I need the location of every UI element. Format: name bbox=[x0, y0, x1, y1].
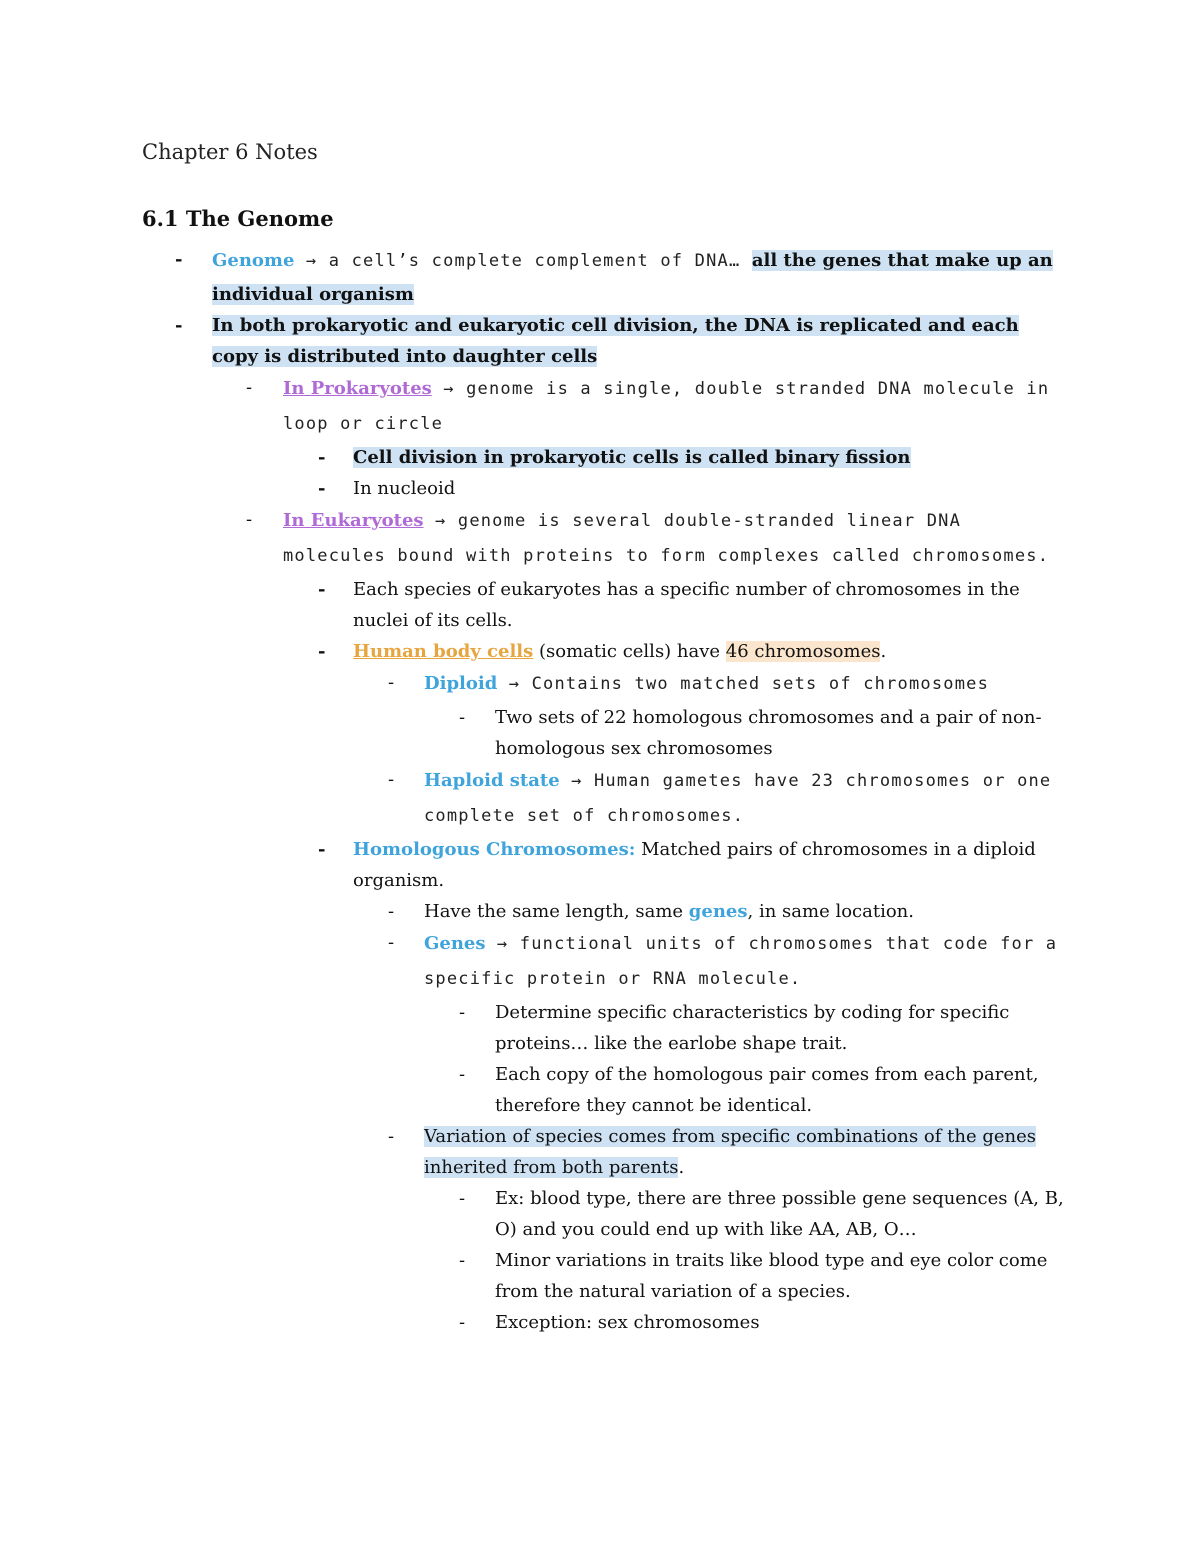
list-item-species-number bbox=[0, 574, 1200, 636]
term-genes: Genes bbox=[424, 933, 486, 954]
highlight-46-chromosomes: 46 chromosomes bbox=[725, 641, 881, 662]
bullet-marker: - bbox=[318, 579, 326, 600]
list-item-diploid bbox=[0, 667, 1200, 702]
list-item-homologous bbox=[0, 834, 1200, 896]
notes-list bbox=[0, 244, 1200, 1338]
bullet-marker: - bbox=[459, 1312, 466, 1333]
term-diploid: Diploid bbox=[424, 673, 498, 694]
list-item-exception bbox=[0, 1307, 1200, 1338]
bullet-marker: - bbox=[459, 1250, 466, 1271]
list-item-cell-division bbox=[0, 310, 1200, 372]
list-item-human-body-cells bbox=[0, 636, 1200, 667]
list-item-minor-variations bbox=[0, 1245, 1200, 1307]
term-human-body-cells: Human body cells bbox=[353, 641, 534, 662]
highlight-binary-fission: Cell division in prokaryotic cells is called binary fission bbox=[353, 447, 911, 468]
highlight-variation: Variation of species comes from specific combinations of the genes inherited from both parents bbox=[424, 1126, 1036, 1178]
list-item-each-copy bbox=[0, 1059, 1200, 1121]
text-two-sets: Two sets of 22 homologous chromosomes and a pair of non-homologous sex chromosomes bbox=[495, 707, 1042, 759]
text-species-number: Each species of eukaryotes has a specific number of chromosomes in the nuclei of its cells. bbox=[353, 579, 1020, 631]
term-prokaryotes: In Prokaryotes bbox=[283, 378, 432, 399]
bullet-marker: - bbox=[246, 509, 253, 530]
term-haploid: Haploid state bbox=[424, 770, 560, 791]
text-exception: Exception: sex chromosomes bbox=[495, 1312, 760, 1333]
list-item-variation bbox=[0, 1121, 1200, 1183]
definition-prokaryotes: → genome is a single, double stranded DNA molecule in loop or circle bbox=[283, 379, 1050, 434]
text-minor-variations: Minor variations in traits like blood type and eye color come from the natural variation of a species. bbox=[495, 1250, 1048, 1302]
bullet-marker: - bbox=[459, 1188, 466, 1209]
bullet-marker: - bbox=[459, 1002, 466, 1023]
bullet-marker: - bbox=[388, 932, 395, 953]
definition-diploid: → Contains two matched sets of chromosomes bbox=[497, 674, 990, 694]
text-period: . bbox=[678, 1157, 685, 1178]
bullet-marker: - bbox=[246, 377, 253, 398]
list-item-prokaryotes bbox=[0, 372, 1200, 442]
term-homologous: Homologous Chromosomes: bbox=[353, 839, 636, 860]
bullet-marker: - bbox=[388, 769, 395, 790]
text-period: . bbox=[880, 641, 887, 662]
bullet-marker: - bbox=[318, 641, 326, 662]
list-item-determine bbox=[0, 997, 1200, 1059]
text-same-location: , in same location. bbox=[747, 901, 914, 922]
list-item-blood-type bbox=[0, 1183, 1200, 1245]
highlight-genome: all the genes that make up an individual organism bbox=[212, 250, 1053, 305]
bullet-marker: - bbox=[388, 672, 395, 693]
bullet-marker: - bbox=[175, 249, 183, 270]
definition-homologous: Matched pairs of chromosomes in a diploid organism. bbox=[353, 839, 1036, 891]
text-nucleoid: In nucleoid bbox=[353, 478, 456, 499]
list-item-eukaryotes bbox=[0, 504, 1200, 574]
definition-haploid: → Human gametes have 23 chromosomes or one complete set of chromosomes. bbox=[424, 771, 1052, 826]
bullet-marker: - bbox=[388, 1126, 395, 1147]
bullet-marker: - bbox=[318, 447, 326, 468]
definition-eukaryotes: → genome is several double-stranded linear DNA molecules bound with proteins to form complexes called chromosomes. bbox=[283, 511, 1050, 566]
list-item-nucleoid bbox=[0, 473, 1200, 504]
term-eukaryotes: In Eukaryotes bbox=[283, 510, 424, 531]
list-item-two-sets bbox=[0, 702, 1200, 764]
bullet-marker: - bbox=[318, 478, 326, 499]
text-somatic-cells: (somatic cells) have bbox=[533, 641, 726, 662]
list-item-haploid bbox=[0, 764, 1200, 834]
list-item-genome bbox=[0, 244, 1200, 310]
bullet-marker: - bbox=[459, 707, 466, 728]
text-same-length: Have the same length, same bbox=[424, 901, 689, 922]
list-item-same-length bbox=[0, 896, 1200, 927]
text-determine: Determine specific characteristics by coding for specific proteins… like the earlobe shape trait. bbox=[495, 1002, 1010, 1054]
text-each-copy: Each copy of the homologous pair comes from each parent, therefore they cannot be identical. bbox=[495, 1064, 1039, 1116]
bullet-marker: - bbox=[175, 315, 183, 336]
term-genome: Genome bbox=[212, 250, 295, 271]
text-blood-type: Ex: blood type, there are three possible gene sequences (A, B, O) and you could end up with like AA, AB, O… bbox=[495, 1188, 1064, 1240]
section-heading: 6.1 The Genome bbox=[142, 206, 334, 231]
definition-genes: → functional units of chromosomes that code for a specific protein or RNA molecule. bbox=[424, 934, 1058, 989]
definition-genome: → a cell’s complete complement of DNA… bbox=[294, 251, 752, 271]
bullet-marker: - bbox=[388, 901, 395, 922]
list-item-binary-fission bbox=[0, 442, 1200, 473]
bullet-marker: - bbox=[459, 1064, 466, 1085]
term-genes-inline: genes bbox=[688, 901, 748, 922]
bullet-marker: - bbox=[318, 839, 326, 860]
document-title: Chapter 6 Notes bbox=[142, 140, 318, 164]
highlight-cell-division: In both prokaryotic and eukaryotic cell division, the DNA is replicated and each copy is distributed into daughter cells bbox=[212, 315, 1019, 367]
list-item-genes bbox=[0, 927, 1200, 997]
